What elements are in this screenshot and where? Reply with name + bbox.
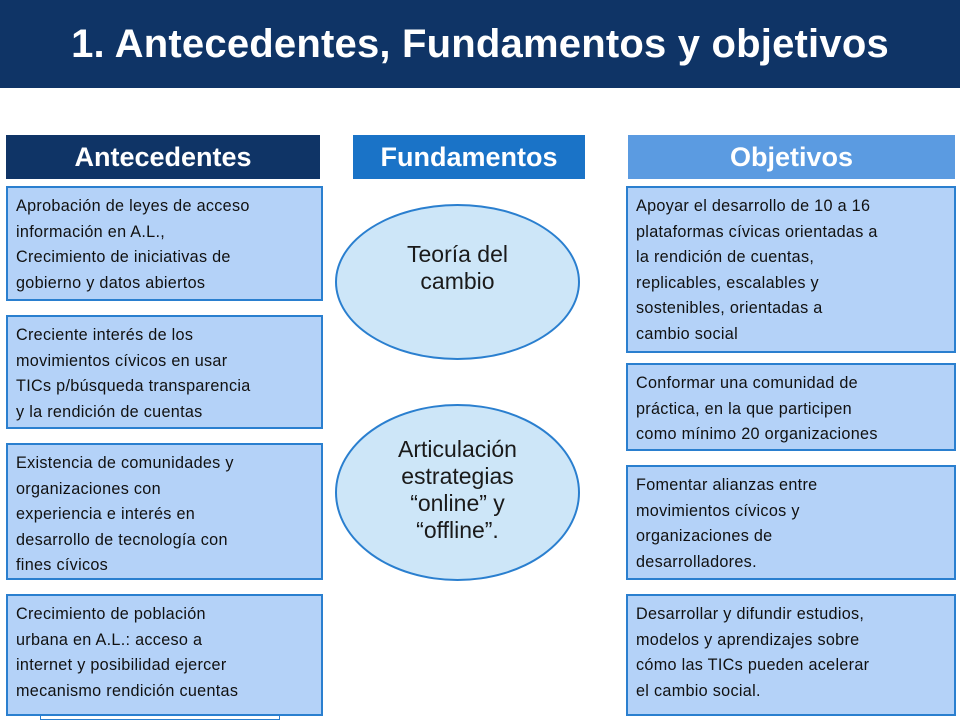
header-antecedentes: Antecedentes	[6, 135, 320, 179]
text-line: Creciente interés de los	[16, 326, 194, 344]
antecedente-box-3	[6, 443, 323, 580]
antecedente-box-1	[6, 186, 323, 301]
text-line: Apoyar el desarrollo de 10 a 16	[636, 197, 871, 215]
text-line: mecanismo rendición cuentas	[16, 681, 239, 700]
fundamento-ellipse-teoria	[335, 204, 580, 360]
text-line: Teoría del	[406, 241, 508, 267]
text-line: urbana en A.L.: acceso a	[16, 630, 203, 649]
text-line: organizaciones con	[16, 479, 161, 498]
text-line: Articulación	[398, 435, 517, 462]
text-line: Aprobación de leyes de acceso	[16, 197, 250, 215]
text-line: Crecimiento de población	[16, 605, 206, 623]
fundamento-ellipse-articulacion	[335, 404, 580, 581]
text-line: estrategias	[401, 462, 514, 489]
text-line: sostenibles, orientadas a	[636, 299, 823, 317]
text-line: plataformas cívicas orientadas a	[636, 222, 878, 241]
objetivo-box-1	[626, 186, 956, 353]
text-line: replicables, escalables y	[636, 273, 819, 292]
page-title: 1. Antecedentes, Fundamentos y objetivos	[71, 21, 889, 66]
text-line: práctica, en la que participen	[636, 399, 852, 418]
text-line: Fomentar alianzas entre	[636, 476, 818, 494]
text-line: “offline”.	[416, 516, 499, 543]
text-line: y la rendición de cuentas	[16, 402, 203, 421]
text-line: Desarrollar y difundir estudios,	[636, 605, 865, 623]
header-objetivos: Objetivos	[628, 135, 955, 179]
text-line: como mínimo 20 organizaciones	[636, 425, 878, 443]
text-line: “online” y	[410, 489, 505, 516]
text-line: Crecimiento de iniciativas de	[16, 248, 231, 266]
text-line: la rendición de cuentas,	[636, 248, 815, 266]
text-line: información en A.L.,	[16, 222, 166, 241]
text-line: fines cívicos	[16, 556, 109, 574]
text-line: TICs p/búsqueda transparencia	[16, 377, 251, 395]
text-line: movimientos cívicos en usar	[16, 351, 228, 370]
text-line: desarrollo de tecnología con	[16, 530, 228, 549]
antecedente-box-2	[6, 315, 323, 429]
text-line: organizaciones de	[636, 527, 773, 545]
text-line: el cambio social.	[636, 681, 761, 700]
text-line: modelos y aprendizajes sobre	[636, 630, 860, 649]
antecedente-box-4	[6, 594, 323, 716]
text-line: Conformar una comunidad de	[636, 374, 858, 392]
text-line: experiencia e interés en	[16, 505, 196, 523]
text-line: desarrolladores.	[636, 552, 757, 571]
text-line: gobierno y datos abiertos	[16, 273, 206, 292]
title-bar	[0, 0, 960, 88]
text-line: cambio	[420, 268, 495, 294]
objetivo-box-4	[626, 594, 956, 716]
objetivo-box-3	[626, 465, 956, 580]
text-line: movimientos cívicos y	[636, 501, 800, 520]
text-line: cambio social	[636, 324, 738, 343]
objetivo-box-2	[626, 363, 956, 451]
text-line: internet y posibilidad ejercer	[16, 656, 227, 674]
text-line: Existencia de comunidades y	[16, 454, 234, 472]
header-fundamentos: Fundamentos	[353, 135, 585, 179]
text-line: cómo las TICs pueden acelerar	[636, 656, 870, 674]
